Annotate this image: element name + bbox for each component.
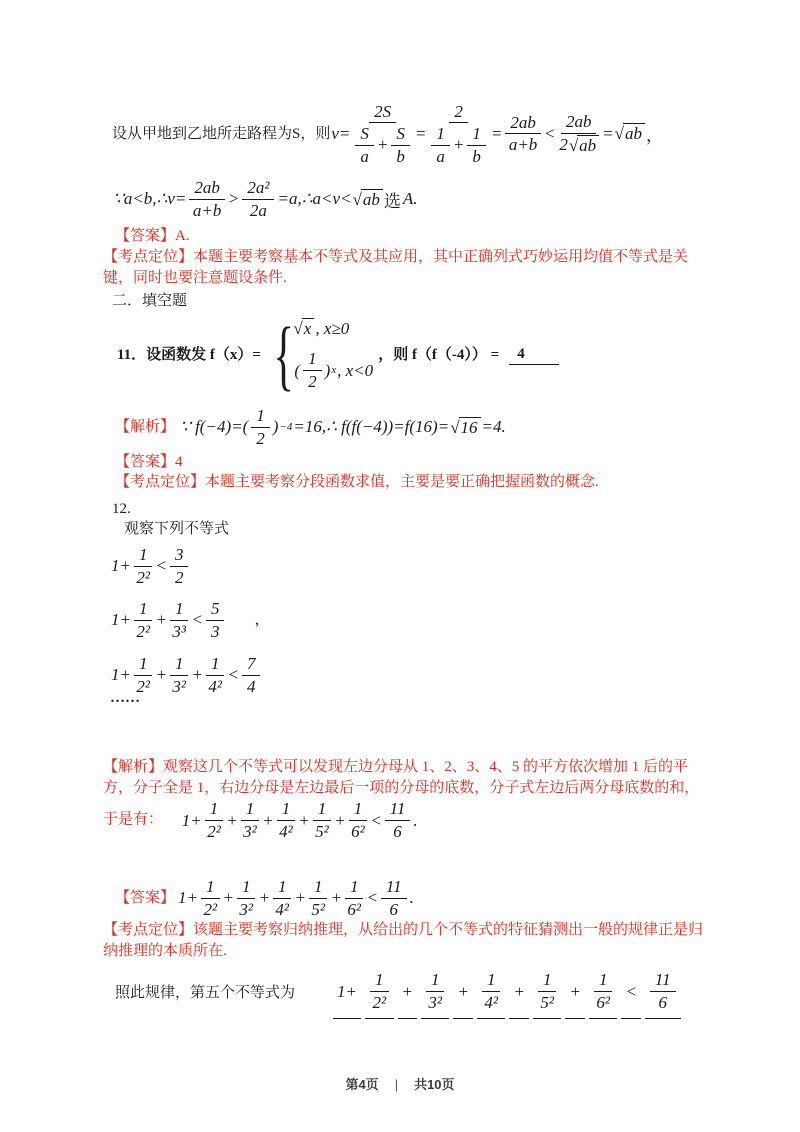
footer-page-number: 第4页	[345, 1077, 379, 1092]
q11-piecewise-formula: { √ x , x≥0 ( $\frac{1}{2}$ ) x , x<0	[273, 310, 374, 398]
q10-exam-point: 【考点定位】本题主要考察基本不等式及其应用，其中正确列式巧妙运用均值不等式是关键，同时也要注意题设条件.	[103, 249, 689, 286]
q12-inequality-2-comma: ，	[254, 611, 270, 628]
q11-answer-line: 【答案】4	[115, 454, 183, 470]
q10-line1-prefix: 设从甲地到乙地所走路程为S，则	[112, 125, 331, 142]
q12-inequality-2	[110, 593, 269, 647]
q12-ellipsis: ……	[110, 690, 140, 706]
q11-answer-blank: 4	[509, 346, 559, 365]
q11-exam-point: 【考点定位】本题主要考察分段函数求值，主要是要正确把握函数的概念.	[115, 474, 599, 490]
q12-analysis-paragraph	[103, 757, 703, 841]
q11-analysis-label: 【解析】	[115, 418, 176, 435]
section-title-fill-in-blanks: 二．填空题	[112, 293, 188, 309]
q12-exam-point: 【考点定位】该题主要考察归纳推理，从给出的几个不等式的特征猜测出一般的规律正是归纳推理的本质所在.	[103, 922, 704, 959]
q11-analysis-line	[115, 401, 507, 453]
q11-stem-prefix: 11．设函数发 f（x）=	[117, 346, 261, 363]
q12-analysis-formula: 1+ $\frac{1}{\text{2²}}$ + $\frac{1}{\text{3²}}$ + $\frac{1}{\text{4²}}$ + $\frac{1}{\text{5²}}$ + $\frac{1}{\text{6²}}$ < $\frac{11}{6}$ .	[181, 799, 418, 841]
q12-answer-formula: 1+ $\frac{1}{\text{2²}}$ + $\frac{1}{\text{3²}}$ + $\frac{1}{\text{4²}}$ + $\frac{1}{\text{5²}}$ + $\frac{1}{\text{6²}}$ < $\frac{11}{6}$ .	[178, 876, 414, 919]
q10-solution-line-1	[112, 96, 664, 172]
q10-answer-line: 【答案】A.	[115, 228, 190, 244]
q12-observe-text: 观察下列不等式	[124, 521, 230, 537]
q10-line2-formula: ∵a<b,∴v= $\frac{2ab}{a+b}$ > $\frac{\text{2a²}}{2a}$ =a,∴a<v< √ ab 选 A.	[113, 177, 418, 220]
q12-analysis-text: 【解析】观察这几个不等式可以发现左边分母从 1、2、3、4、5 的平方依次增加 1 后的平方，分子全是 1，右边分母是左边最后一项的分母的底数，分子式左边后两分母底数的和，于是有：	[103, 759, 700, 828]
q12-rule-formula: 1+ $\frac{1}{\text{2²}}$ + $\frac{1}{\text{3²}}$ + $\frac{1}{\text{4²}}$ + $\frac{1}{\text{5²}}$ + $\frac{1}{\text{6²}}$ < $\frac{11}{6}$	[331, 968, 683, 1019]
q10-line1-formula: v= 2S $\frac{S}{a}$ + $\frac{S}{b}$ = 2 $\frac{1}{a}$ + $\frac{1}{b}$ = $\frac{2ab}{a+b}$ < 2ab 2 √ ab = √ ab ，	[331, 101, 663, 166]
q12-inequality-3-formula: 1+ $\frac{1}{\text{2²}}$ + $\frac{1}{\text{3²}}$ + $\frac{1}{\text{4²}}$ < $\frac{7}{4}$	[110, 654, 262, 696]
footer-total-pages: 共10页	[414, 1077, 455, 1092]
q12-inequality-1-formula: 1+ $\frac{1}{\text{2²}}$ < $\frac{3}{2}$	[110, 545, 190, 587]
q11-stem-mid: ，则 f（f（-4）） =	[378, 346, 500, 363]
q12-inequality-2-formula: 1+ $\frac{1}{\text{2²}}$ + $\frac{1}{\text{3³}}$ < $\frac{5}{3}$	[110, 599, 226, 641]
q11-analysis-formula: ∵ f(−4)=( $\frac{1}{2}$ ) −4 =16,∴ f(f(−4))=f(16)= √ 16 =4.	[180, 405, 506, 448]
q12-answer-line	[115, 872, 415, 924]
q10-solution-line-2	[112, 172, 418, 226]
q12-rule-line	[115, 965, 683, 1021]
page-footer	[0, 1074, 800, 1093]
q11-stem	[117, 310, 559, 398]
q12-number: 12.	[112, 501, 131, 517]
q12-answer-label: 【答案】	[115, 889, 176, 906]
q12-inequality-1	[110, 539, 190, 593]
footer-separator: |	[394, 1077, 399, 1092]
q12-rule-prefix: 照此规律，第五个不等式为	[115, 984, 296, 1001]
